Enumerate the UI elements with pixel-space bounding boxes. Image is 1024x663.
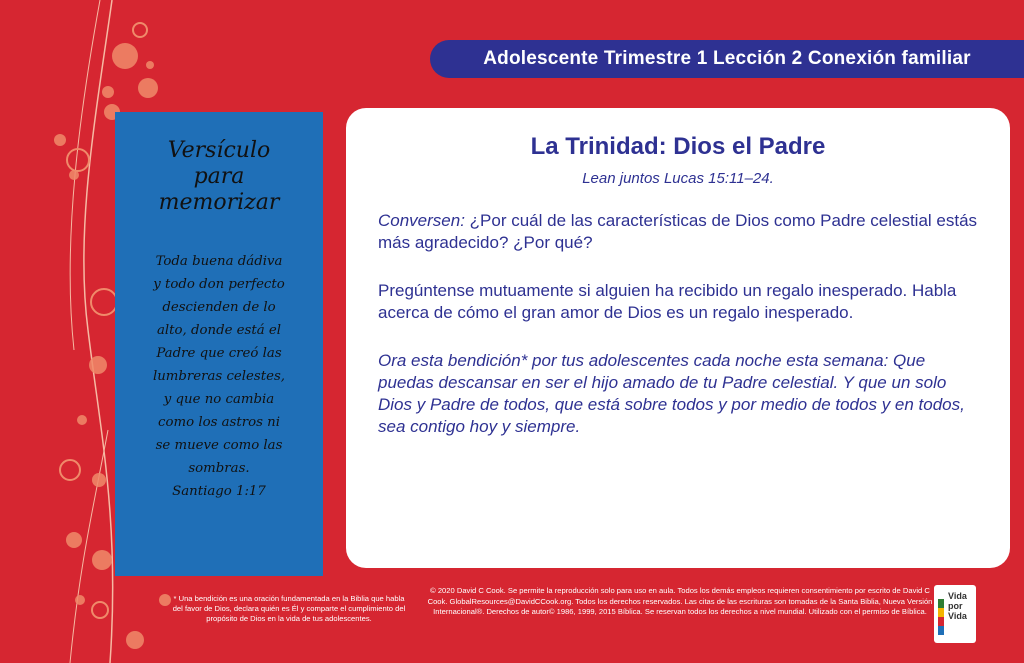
blessing-paragraph: Ora esta bendición* por tus adolescentes cada noche esta semana: Que puedas descansar en ser el hijo amado de tu Padre celestial. Y que un solo Dios y Padre de todos, que está sobre todos y por medio de todos y en todos, sea contigo hoy y siempre. (378, 351, 965, 436)
reading-instruction: Lean juntos Lucas 15:11–24. (582, 170, 774, 187)
memory-verse-card (115, 112, 323, 576)
page-title: La Trinidad: Dios el Padre (530, 133, 826, 160)
discussion-lead: Conversen: (378, 211, 465, 230)
logo-bars (938, 599, 944, 635)
discussion-body: ¿Por cuál de las características de Dios como Padre celestial estás más agradecido? ¿Por qué? (378, 211, 978, 252)
memory-verse-reference: Santiago 1:17 (172, 484, 266, 499)
gift-paragraph: Pregúntense mutuamente si alguien ha recibido un regalo inesperado. Habla acerca de cómo el gran amor de Dios es un regalo inesperado. (378, 281, 957, 322)
blessing-footnote: * Una bendición es una oración fundamentada en la Biblia que habla del favor de Dios, declara quién es Él y comparte el cumplimiento del propósito de Dios en la vida de tus adolescentes. (172, 594, 406, 623)
discussion-paragraph (378, 210, 978, 254)
vida-por-vida-logo-icon (934, 585, 976, 643)
memory-verse-title: Versículo para memorizar (158, 138, 280, 215)
logo-text: Vida por Vida (948, 591, 967, 621)
lesson-header: Adolescente Trimestre 1 Lección 2 Conexión familiar (430, 40, 1024, 78)
memory-verse-text: Toda buena dádiva y todo don perfecto descienden de lo alto, donde está el Padre que creó las lumbreras celestes, y que no cambia como los astros ni se mueve como las sombras. (152, 254, 286, 476)
copyright-notice: © 2020 David C Cook. Se permite la reproducción solo para uso en aula. Todos los demás empleos requieren consentimiento por escrito de David C Cook. GlobalResources@DavidCCook.org. Todos los derechos reservados. Las citas de las escrituras son tomadas de la Santa Biblia, Nueva Versión Internacional®. Derechos de autor© 1986, 1999, 2015 Bíblica. Se reservan todos los derechos a nivel mundial. Utilizado con el permiso de Bíblica. (427, 586, 933, 616)
family-connection-card (346, 108, 1010, 568)
